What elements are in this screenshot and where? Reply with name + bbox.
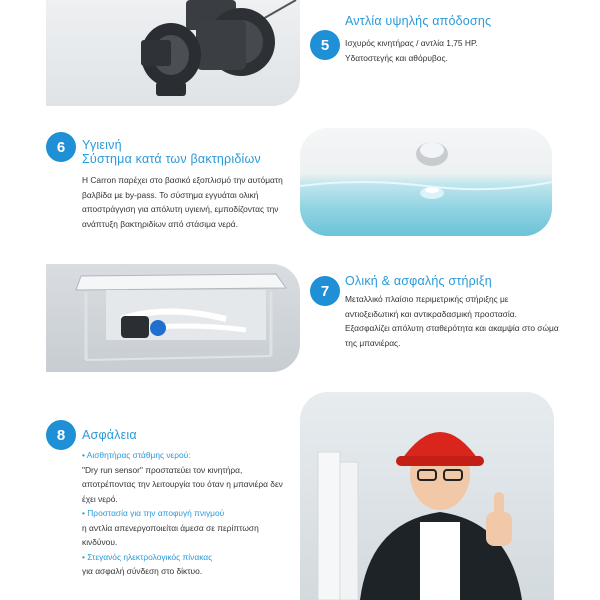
frame-illustration bbox=[46, 264, 300, 372]
pump-photo bbox=[46, 0, 300, 106]
worker-photo bbox=[300, 392, 554, 600]
section-8-bullet-heading: • Στεγανός ηλεκτρολογικός πίνακας bbox=[82, 551, 213, 562]
section-5-line: Υδατοστεγής και αθόρυβος. bbox=[345, 52, 448, 63]
section-8-line: η αντλία απενεργοποιείται άμεσα σε περίπτωση bbox=[82, 522, 259, 533]
section-5-title: Αντλία υψηλής απόδοσης bbox=[345, 14, 492, 28]
section-8-title: Ασφάλεια bbox=[82, 428, 137, 442]
section-5-line: Ισχυρός κινητήρας / αντλία 1,75 HP. bbox=[345, 38, 478, 48]
drain-illustration bbox=[300, 128, 552, 236]
section-7-badge: 7 bbox=[310, 276, 340, 306]
section-7-line: Μεταλλικό πλαίσιο περιμετρικής στήριξης με bbox=[345, 294, 509, 304]
section-8-line: για ασφαλή σύνδεση στο δίκτυο. bbox=[82, 566, 203, 576]
section-7-line: της μπανιέρας. bbox=[345, 337, 401, 348]
section-8-badge: 8 bbox=[46, 420, 76, 450]
section-6-title bbox=[82, 138, 261, 166]
section-8-bullet-heading: • Προστασία για την αποφυγή πνιγμού bbox=[82, 508, 225, 518]
section-5-text bbox=[345, 36, 585, 65]
section-8-bullet-heading: • Αισθητήρας στάθμης νερού: bbox=[82, 450, 191, 460]
section-6-line: Η Carron παρέχει στο βασικό εξοπλισμό την αυτόματη bbox=[82, 175, 283, 185]
bathtub-water-photo bbox=[300, 128, 552, 236]
section-8-line: αποτρέποντας την λειτουργία του όταν η μπανιέρα δεν bbox=[82, 479, 283, 489]
section-8-line: έχει νερό. bbox=[82, 493, 118, 504]
section-5-badge: 5 bbox=[310, 30, 340, 60]
section-8-line: κινδύνου. bbox=[82, 537, 118, 547]
section-7-line: Εξασφαλίζει απόλυτη σταθερότητα και ακαμψία στο σώμα bbox=[345, 323, 559, 333]
section-6-line: αποστράγγιση για απόλυτη υγιεινή, εμποδίζοντας την bbox=[82, 204, 279, 214]
section-6-line: βαλβίδα με by-pass. Το σύστημα εγγυάται ολική bbox=[82, 189, 259, 200]
section-6-title-line1: Υγιεινή bbox=[82, 138, 122, 152]
worker-illustration bbox=[300, 392, 554, 600]
section-6-badge: 6 bbox=[46, 132, 76, 162]
section-8-text bbox=[82, 448, 297, 579]
section-7-line: αντιοξειδωτική και αντικραδασμική προστασία. bbox=[345, 308, 517, 319]
section-8-line: "Dry run sensor" προστατεύει τον κινητήρα, bbox=[82, 464, 243, 475]
section-6-text bbox=[82, 173, 297, 231]
section-6-line: ανάπτυξη βακτηριδίων από στάσιμα νερά. bbox=[82, 218, 238, 229]
section-6-title-line2: Σύστημα κατά των βακτηριδίων bbox=[82, 152, 261, 166]
section-7-text bbox=[345, 292, 585, 350]
section-7-title: Ολική & ασφαλής στήριξη bbox=[345, 274, 492, 288]
pump-illustration bbox=[46, 0, 300, 106]
bathtub-frame-photo bbox=[46, 264, 300, 372]
